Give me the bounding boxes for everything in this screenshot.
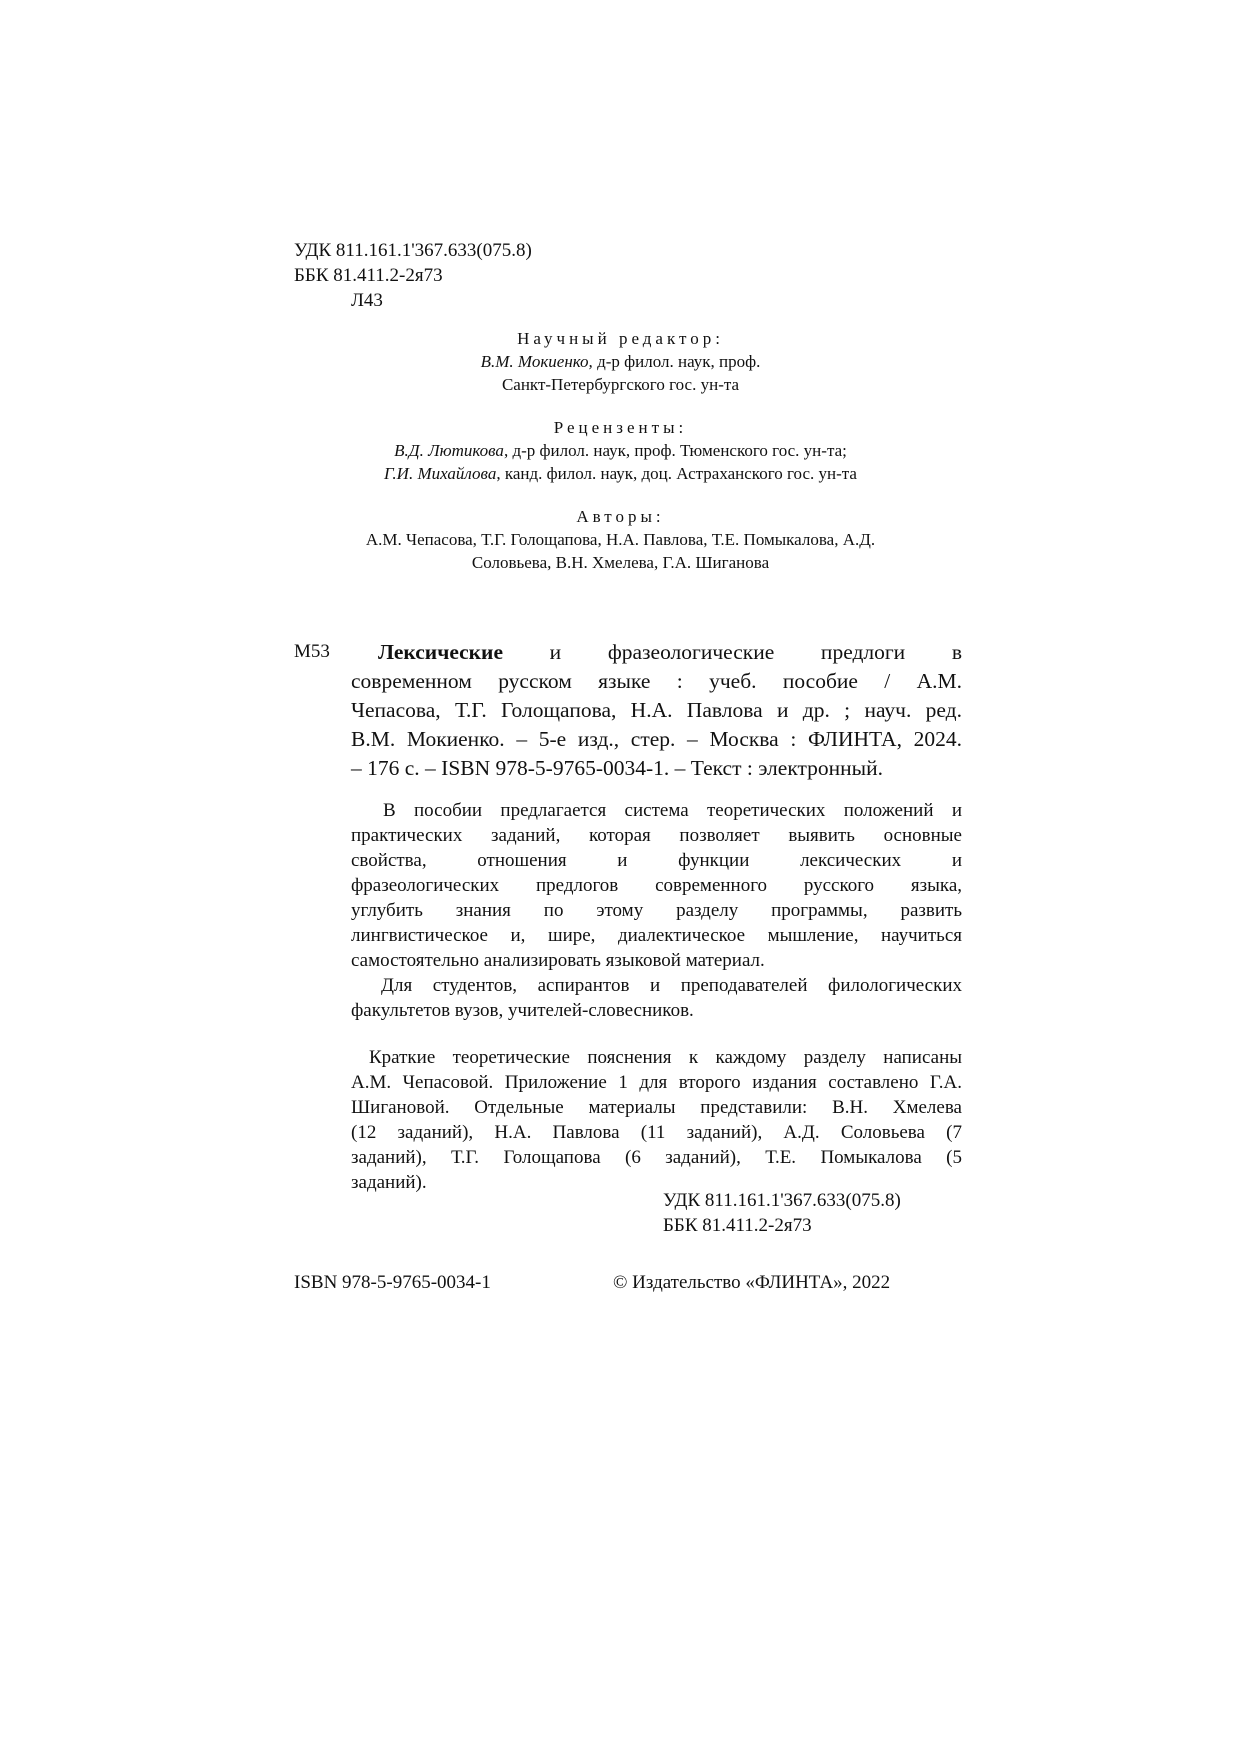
- annotation-line: Для студентов, аспирантов и преподавателей филологических: [381, 975, 962, 996]
- editor-title: д-р филол. наук, проф.: [592, 352, 761, 371]
- editor-heading: Научный редактор:: [517, 329, 724, 348]
- card-line: В.М. Мокиенко. – 5-е изд., стер. – Москва : ФЛИНТА, 2024.: [351, 727, 962, 751]
- annotation-line: факультетов вузов, учителей-словесников.: [351, 1000, 694, 1021]
- annotation-line: В пособии предлагается система теоретических положений и: [383, 800, 962, 821]
- credits-line: Шигановой. Отдельные материалы представили: В.Н. Хмелева: [351, 1097, 962, 1118]
- editor-line: [0, 350, 1241, 373]
- credits-line: заданий), Т.Г. Голощапова (6 заданий), Т.Е. Помыкалова (5: [351, 1147, 962, 1168]
- annotation-line: фразеологических предлогов современного русского языка,: [351, 875, 962, 896]
- authors-heading: Авторы:: [576, 507, 665, 526]
- reviewer-details: , канд. филол. наук, доц. Астраханского гос. ун-та: [496, 464, 857, 483]
- card-title-rest: и фразеологические предлоги в: [503, 640, 962, 664]
- card-line: Чепасова, Т.Г. Голощапова, Н.А. Павлова и др. ; науч. ред.: [351, 698, 962, 722]
- copyright: © Издательство «ФЛИНТА», 2022: [613, 1272, 891, 1293]
- footer-udk: УДК 811.161.1'367.633(075.8): [663, 1190, 901, 1211]
- editor-affiliation: Санкт-Петербургского гос. ун-та: [501, 375, 740, 394]
- annotation-line: свойства, отношения и функции лексических и: [351, 850, 962, 871]
- reviewers-section: [0, 416, 1241, 485]
- reviewers-heading: Рецензенты:: [553, 418, 688, 437]
- annotation-line: практических заданий, которая позволяет выявить основные: [351, 825, 962, 846]
- card-line: [378, 638, 962, 667]
- header-codes: [294, 238, 532, 313]
- credits-line: Краткие теоретические пояснения к каждому разделу написаны: [369, 1047, 962, 1068]
- isbn: ISBN 978-5-9765-0034-1: [294, 1272, 491, 1293]
- footer-codes: [663, 1188, 901, 1238]
- annotation: [351, 798, 962, 1023]
- catalog-mark: М53: [294, 641, 330, 662]
- editor-section: [0, 327, 1241, 396]
- card-title-bold: Лексические: [378, 640, 503, 664]
- credits-line: заданий).: [351, 1172, 427, 1193]
- udk-code: УДК 811.161.1'367.633(075.8): [294, 240, 532, 261]
- reviewer-line: [0, 462, 1241, 485]
- card-line: – 176 с. – ISBN 978-5-9765-0034-1. – Текст : электронный.: [351, 756, 883, 780]
- credits: [351, 1045, 962, 1195]
- catalog-card: [351, 638, 962, 783]
- footer-bbk: ББК 81.411.2-2я73: [663, 1215, 812, 1236]
- annotation-line: самостоятельно анализировать языковой материал.: [351, 950, 765, 971]
- annotation-line: лингвистическое и, шире, диалектическое мышление, научиться: [351, 925, 962, 946]
- reviewer-name: Г.И. Михайлова: [384, 464, 497, 483]
- editor-name: В.М. Мокиенко,: [480, 352, 593, 371]
- credits-line: А.М. Чепасовой. Приложение 1 для второго издания составлено Г.А.: [351, 1072, 962, 1093]
- annotation-line: углубить знания по этому разделу программы, развить: [351, 900, 962, 921]
- bbk-code: ББК 81.411.2-2я73: [294, 265, 443, 286]
- authors-line: Соловьева, В.Н. Хмелева, Г.А. Шиганова: [471, 553, 770, 572]
- card-line: современном русском языке : учеб. пособие / А.М.: [351, 669, 962, 693]
- reviewer-line: [0, 439, 1241, 462]
- authors-section: [0, 505, 1241, 574]
- reviewer-details: , д-р филол. наук, проф. Тюменского гос. ун-та;: [503, 441, 847, 460]
- credits-line: (12 заданий), Н.А. Павлова (11 заданий), А.Д. Соловьева (7: [351, 1122, 962, 1143]
- author-mark: Л43: [351, 290, 383, 311]
- reviewer-name: В.Д. Лютикова: [394, 441, 504, 460]
- authors-line: А.М. Чепасова, Т.Г. Голощапова, Н.А. Павлова, Т.Е. Помыкалова, А.Д.: [365, 530, 876, 549]
